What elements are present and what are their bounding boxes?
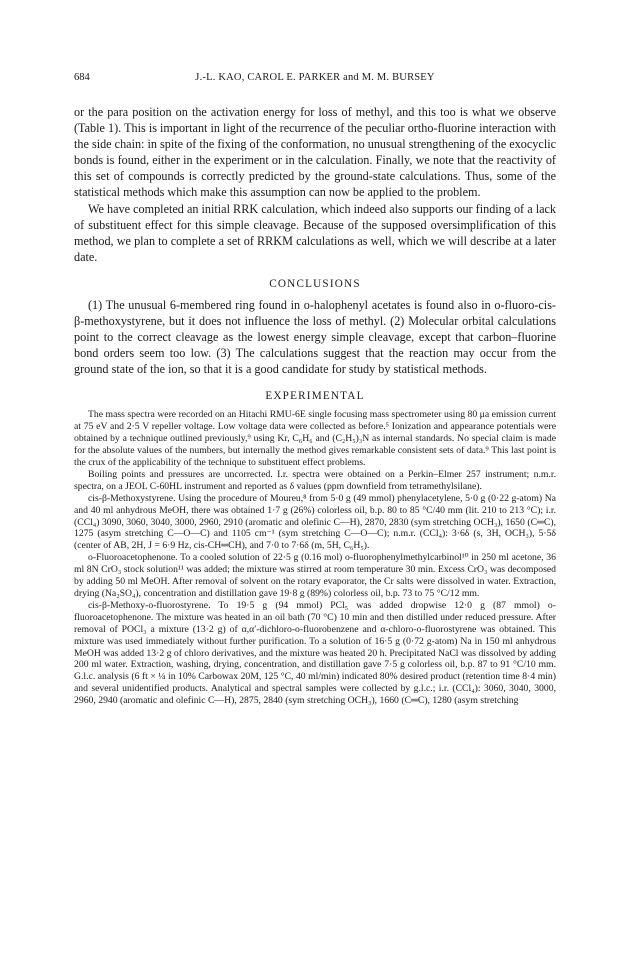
running-head-authors: J.-L. KAO, CAROL E. PARKER and M. M. BURSEY [195,72,435,83]
experimental-paragraph: Boiling points and pressures are uncorrected. I.r. spectra were obtained on a Perkin–Elmer 257 instrument; n.m.r. spectra, on a JEOL C-60HL instrument and reported as δ values (ppm downfield from tetramethylsilane). [74,468,556,492]
discussion-paragraph: or the para position on the activation energy for loss of methyl, and this too is what we observe (Table 1). This is important in light of the recurrence of the peculiar ortho-fluorine interaction with the side chain: in spite of the fixing of the conformation, no unusual strengthening of the exocyclic bonds is found, either in the experiment or in the calculation. Finally, we note that the reactivity of this set of compounds is correctly predicted by the ground-state calculations. Thus, some of the statistical methods which make this assumption can now be applied to the problem. [74,105,556,200]
running-head [74,72,556,88]
experimental-paragraph: o-Fluoroacetophenone. To a cooled solution of 22·5 g (0.16 mol) o-fluorophenylmethylcarbinol¹⁰ in 250 ml acetone, 36 ml 8N CrO₃ stock solution¹¹ was added; the mixture was stirred at room temperature 30 min. Excess CrO₃ was decomposed by adding 50 ml MeOH. After removal of solvent on the rotary evaporator, the Cr salts were dissolved in water. Extraction, drying (Na₂SO₄), concentration and distillation gave 19·8 g (89%) colorless oil, b.p. 73 to 75 °C/12 mm. [74,552,556,599]
journal-page [74,72,556,707]
discussion-paragraph: We have completed an initial RRK calculation, which indeed also supports our finding of a lack of substituent effect for this simple cleavage. Because of the supposed oversimplification of this method, we plan to complete a set of RRKM calculations as well, which we will describe at a later date. [74,201,556,264]
conclusions-paragraph: (1) The unusual 6-membered ring found in o-halophenyl acetates is found also in o-fluoro-cis-β-methoxystyrene, but it does not influence the loss of methyl. (2) Molecular orbital calculations point to the correct cleavage as the lowest energy simple cleavage, except that carbon–fluorine bond orders seem too low. (3) The calculations suggest that the reaction may occur from the ground state of the ion, so that it is a good candidate for study by statistical methods. [74,297,556,377]
page-number: 684 [74,72,90,83]
experimental-paragraph: cis-β-Methoxy-o-fluorostyrene. To 19·5 g (94 mmol) PCl₅ was added dropwise 12·0 g (87 mmol) o-fluoroacetophenone. The mixture was heated in an oil bath (70 °C) 10 min and then distilled under reduced pressure. After removal of POCl₃ a mixture (13·2 g) of α,α′-dichloro-o-fluorobenzene and α-chloro-o-fluorostyrene was obtained. This mixture was used immediately without further purification. To a solution of 16·5 g (0·72 g-atom) Na in 150 ml anhydrous MeOH was added 13·2 g of chloro derivatives, and the mixture was heated 20 h. Precipitated NaCl was dissolved by adding 200 ml water. Extraction, washing, drying, concentration, and distillation gave 7·5 g colorless oil, b.p. 87 to 91 °C/10 mm. G.l.c. analysis (6 ft × ¼ in 10% Carbowax 20M, 125 °C, 40 ml/min) indicated 80% desired product (retention time 8·4 min) and several unidentified products. Analytical and spectral samples were collected by g.l.c.; i.r. (CCl₄): 3060, 3040, 3000, 2960, 2940 (aromatic and olefinic C—H), 2875, 2840 (sym stretching OCH₃), 1660 (C═C), 1280 (asym stretching [74,599,556,707]
experimental-paragraph: cis-β-Methoxystyrene. Using the procedure of Moureu,⁸ from 5·0 g (49 mmol) phenylacetylene, 5·0 g (0·22 g-atom) Na and 40 ml anhydrous MeOH, there was obtained 1·7 g (26%) colorless oil, b.p. 80 to 85 °C/40 mm (lit. 210 to 213 °C); i.r. (CCl₄) 3090, 3060, 3040, 3000, 2960, 2910 (aromatic and olefinic C—H), 2870, 2830 (sym stretching OCH₃), 1650 (C═C), 1275 (asym stretching C—O—C) and 1105 cm⁻¹ (sym stretching C—O—C); n.m.r. (CCl₄): 3·6δ (s, 3H, OCH₃), 5·5δ (center of AB, 2H, J = 6·9 Hz, cis-CH═CH), and 7·0 to 7·6δ (m, 5H, C₆H₅). [74,492,556,552]
experimental-paragraph: The mass spectra were recorded on an Hitachi RMU-6E single focusing mass spectrometer using 80 μa emission current at 75 eV and 2·5 V repeller voltage. Low voltage data were collected as before.⁵ Ionization and appearance potentials were obtained by a technique outlined previously,⁹ using Kr, C₆H₆ and (C₂H₅)₃N as internal standards. No special claim is made for the absolute values of the numbers, but internally the method gives remarkable consistent sets of data.⁹ This last point is the crux of the applicability of the technique to substituent effect problems. [74,409,556,469]
experimental-heading: EXPERIMENTAL [265,390,365,403]
conclusions-heading: CONCLUSIONS [269,277,361,290]
